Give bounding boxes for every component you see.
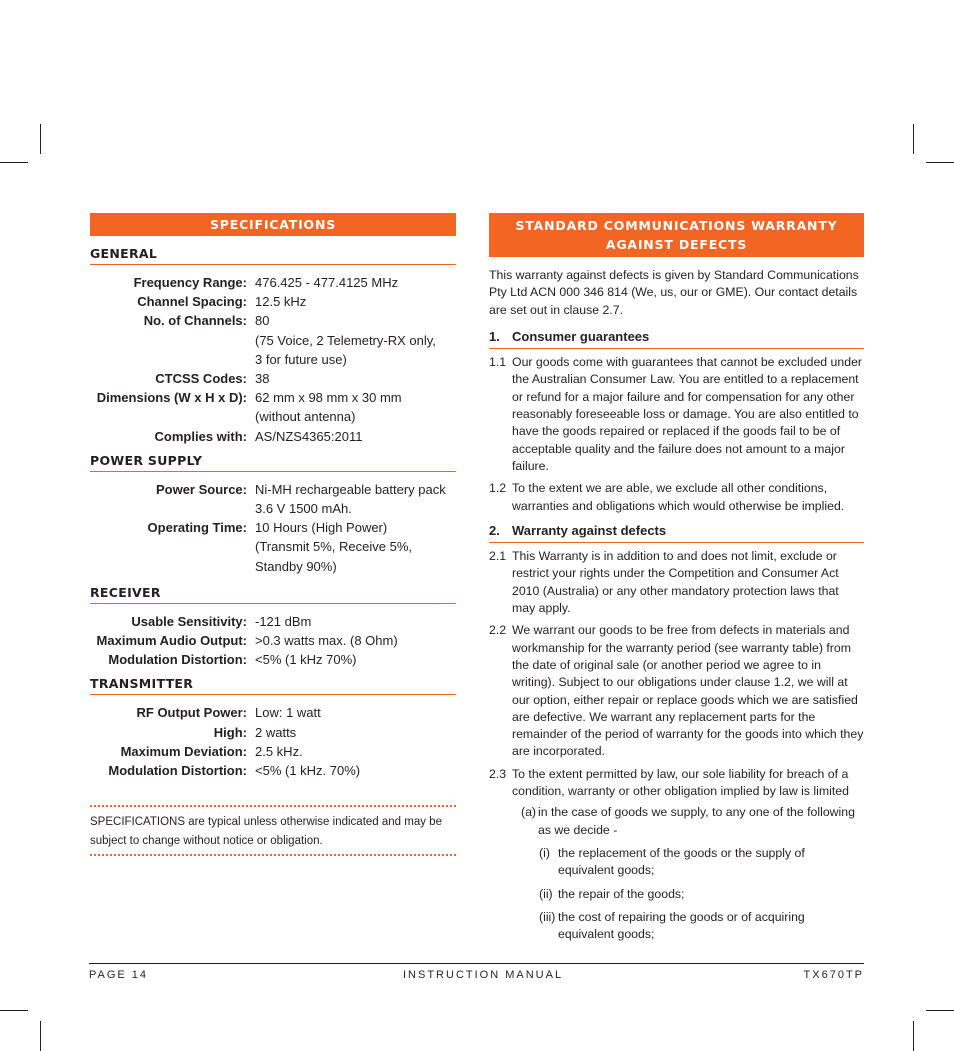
warranty-title-line2: AGAINST DEFECTS	[605, 237, 748, 252]
clause-number: 2.	[489, 522, 500, 538]
spec-row	[90, 292, 456, 311]
spec-value	[255, 650, 456, 669]
paragraph-number: 2.2	[489, 623, 507, 638]
spec-value	[255, 480, 456, 518]
spec-label: Dimensions (W x H x D):	[96, 390, 247, 406]
spec-value-line: >0.3 watts max. (8 Ohm)	[255, 633, 398, 649]
spec-row	[90, 703, 456, 722]
spec-value-line: <5% (1 kHz. 70%)	[255, 763, 361, 779]
clause-paragraph	[489, 766, 864, 801]
spec-value	[255, 761, 456, 780]
sub-clause-text: the replacement of the goods or the supply of equivalent goods;	[558, 845, 805, 878]
crop-mark	[40, 1021, 41, 1051]
spec-row	[90, 612, 456, 631]
spec-value	[255, 612, 456, 631]
crop-mark	[926, 162, 954, 163]
spec-value	[255, 518, 456, 576]
spec-table-power-supply	[90, 480, 456, 576]
sub-clause-ii	[489, 886, 864, 903]
specifications-note: SPECIFICATIONS are typical unless otherwise indicated and may be subject to change without notice or obligation.	[90, 816, 442, 848]
spec-label: Modulation Distortion:	[108, 652, 247, 668]
spec-value	[255, 292, 456, 311]
spec-row	[90, 742, 456, 761]
warranty-intro: This warranty against defects is given by Standard Communications Pty Ltd ACN 000 346 814 (We, us, our or GME). Our contact details are set out in clause 2.7.	[489, 268, 859, 317]
spec-value-line: AS/NZS4365:2011	[255, 428, 363, 444]
specifications-title: SPECIFICATIONS	[90, 213, 456, 236]
spec-value-line: Standby 90%)	[255, 558, 337, 574]
spec-value-line: -121 dBm	[255, 613, 312, 629]
spec-row	[90, 480, 456, 518]
clause-paragraph	[489, 480, 864, 515]
footer-model: TX670TP	[803, 969, 864, 981]
spec-value	[255, 311, 456, 369]
spec-value-line: (75 Voice, 2 Telemetry-RX only,	[255, 332, 436, 348]
crop-mark	[913, 1021, 914, 1051]
sub-clause-iii	[489, 909, 864, 944]
spec-table-transmitter	[90, 703, 456, 780]
clause-heading-2	[489, 522, 864, 543]
clause-heading-1	[489, 328, 864, 349]
paragraph-number: 1.1	[489, 355, 507, 370]
spec-label: High:	[213, 724, 247, 740]
spec-row	[90, 518, 456, 576]
section-heading-receiver: RECEIVER	[90, 585, 456, 604]
spec-value	[255, 631, 456, 650]
dotted-divider	[90, 854, 456, 856]
spec-label: CTCSS Codes:	[155, 371, 247, 387]
spec-value-line: 3.6 V 1500 mAh.	[255, 501, 352, 517]
spec-label: Maximum Deviation:	[120, 743, 247, 759]
spec-value-line: 10 Hours (High Power)	[255, 520, 388, 536]
paragraph-text: Our goods come with guarantees that cannot be excluded under the Australian Consumer Law. You are entitled to a replacement or refund for a major failure and for compensation for any other reasonably foreseeable loss or damage. You are also entitled to have the goods repaired or replaced if the goods fail to be of acceptable quality and the failure does not amount to a major failure.	[512, 355, 863, 473]
clause-paragraph	[489, 354, 864, 475]
spec-value-line: (without antenna)	[255, 409, 356, 425]
spec-value-line: 12.5 kHz	[255, 294, 307, 310]
spec-value-line: Low: 1 watt	[255, 705, 321, 721]
spec-label: Maximum Audio Output:	[96, 633, 247, 649]
spec-row	[90, 369, 456, 388]
spec-value	[255, 369, 456, 388]
spec-table-receiver	[90, 612, 456, 670]
spec-row	[90, 631, 456, 650]
paragraph-number: 1.2	[489, 481, 507, 496]
clause-title: Consumer guarantees	[512, 328, 650, 344]
spec-value-line: Ni-MH rechargeable battery pack	[255, 481, 446, 497]
spec-label: Channel Spacing:	[137, 294, 247, 310]
paragraph-number: 2.3	[489, 766, 507, 781]
clause-paragraph	[489, 548, 864, 617]
sub-clause-text: the cost of repairing the goods or of acquiring equivalent goods;	[558, 909, 805, 942]
section-heading-power-supply: POWER SUPPLY	[90, 453, 456, 472]
crop-mark	[0, 1010, 28, 1011]
paragraph-text: We warrant our goods to be free from defects in materials and workmanship for the warranty period (see warranty table) from the date of original sale (or another period we agree to in writing). Subject to our obligations under clause 1.2, we will at our option, either repair or replace goods which we are satisfied are defective. We warrant any replacement parts for the remainder of the period of warranty for the goods into which they are incorporated.	[512, 623, 864, 759]
crop-mark	[926, 1010, 954, 1011]
spec-table-general	[90, 273, 456, 446]
spec-value	[255, 723, 456, 742]
spec-value-line: 476.425 - 477.4125 MHz	[255, 275, 399, 290]
crop-mark	[0, 162, 28, 163]
spec-label: Complies with:	[154, 428, 247, 444]
spec-value-line: <5% (1 kHz 70%)	[255, 652, 357, 668]
footer-rule	[89, 963, 864, 964]
paragraph-text: This Warranty is in addition to and does not limit, exclude or restrict your rights under the Competition and Consumer Act 2010 (Australia) or any other mandatory protection laws that may apply.	[512, 549, 839, 616]
spec-label: Usable Sensitivity:	[131, 613, 247, 629]
spec-value-line: (Transmit 5%, Receive 5%,	[255, 539, 413, 555]
warranty-title	[489, 213, 864, 257]
sub-clause-text: the repair of the goods;	[558, 886, 685, 901]
spec-label: Frequency Range:	[133, 275, 247, 290]
spec-value	[255, 273, 456, 292]
spec-value	[255, 703, 456, 722]
spec-value-line: 3 for future use)	[255, 351, 347, 367]
spec-row	[90, 388, 456, 426]
spec-value-line: 62 mm x 98 mm x 30 mm	[255, 390, 402, 406]
spec-row	[90, 650, 456, 669]
paragraph-text: To the extent we are able, we exclude all other conditions, warranties and obligations which would otherwise be implied.	[512, 481, 845, 513]
footer-manual-title: INSTRUCTION MANUAL	[403, 969, 564, 981]
spec-label: Operating Time:	[147, 520, 247, 536]
section-heading-general: GENERAL	[90, 246, 456, 265]
spec-value-line: 38	[255, 371, 270, 387]
spec-label: Power Source:	[155, 481, 247, 497]
sub-clause-number: (i)	[539, 845, 550, 860]
spec-row	[90, 723, 456, 742]
specifications-column	[90, 213, 456, 856]
spec-value-line: 2 watts	[255, 724, 297, 740]
spec-row	[90, 273, 456, 292]
sub-clause-text: in the case of goods we supply, to any one of the following as we decide -	[538, 805, 855, 837]
clause-paragraph	[489, 622, 864, 760]
spec-value	[255, 427, 456, 446]
section-heading-transmitter: TRANSMITTER	[90, 676, 456, 695]
paragraph-text: To the extent permitted by law, our sole liability for breach of a condition, warranty or other obligation implied by law is limited	[512, 766, 849, 799]
crop-mark	[913, 124, 914, 154]
clause-title: Warranty against defects	[512, 522, 667, 538]
clause-number: 1.	[489, 328, 500, 344]
sub-clause-i	[489, 845, 864, 880]
sub-clause-number: (a)	[521, 805, 537, 820]
spec-label: No. of Channels:	[143, 313, 247, 329]
paragraph-number: 2.1	[489, 549, 507, 564]
spec-value-line: 2.5 kHz.	[255, 743, 303, 759]
spec-row	[90, 761, 456, 780]
sub-clause-number: (iii)	[539, 909, 556, 924]
warranty-title-line1: STANDARD COMMUNICATIONS WARRANTY	[515, 218, 838, 233]
spec-row	[90, 427, 456, 446]
spec-row	[90, 311, 456, 369]
spec-value	[255, 742, 456, 761]
spec-value	[255, 388, 456, 426]
spec-label: RF Output Power:	[136, 705, 247, 721]
warranty-column	[489, 213, 864, 943]
sub-clause-a	[489, 804, 864, 839]
footer-page-number: PAGE 14	[89, 969, 149, 981]
spec-value-line: 80	[255, 313, 270, 329]
crop-mark	[40, 124, 41, 154]
sub-clause-number: (ii)	[539, 886, 553, 901]
spec-label: Modulation Distortion:	[108, 763, 247, 779]
